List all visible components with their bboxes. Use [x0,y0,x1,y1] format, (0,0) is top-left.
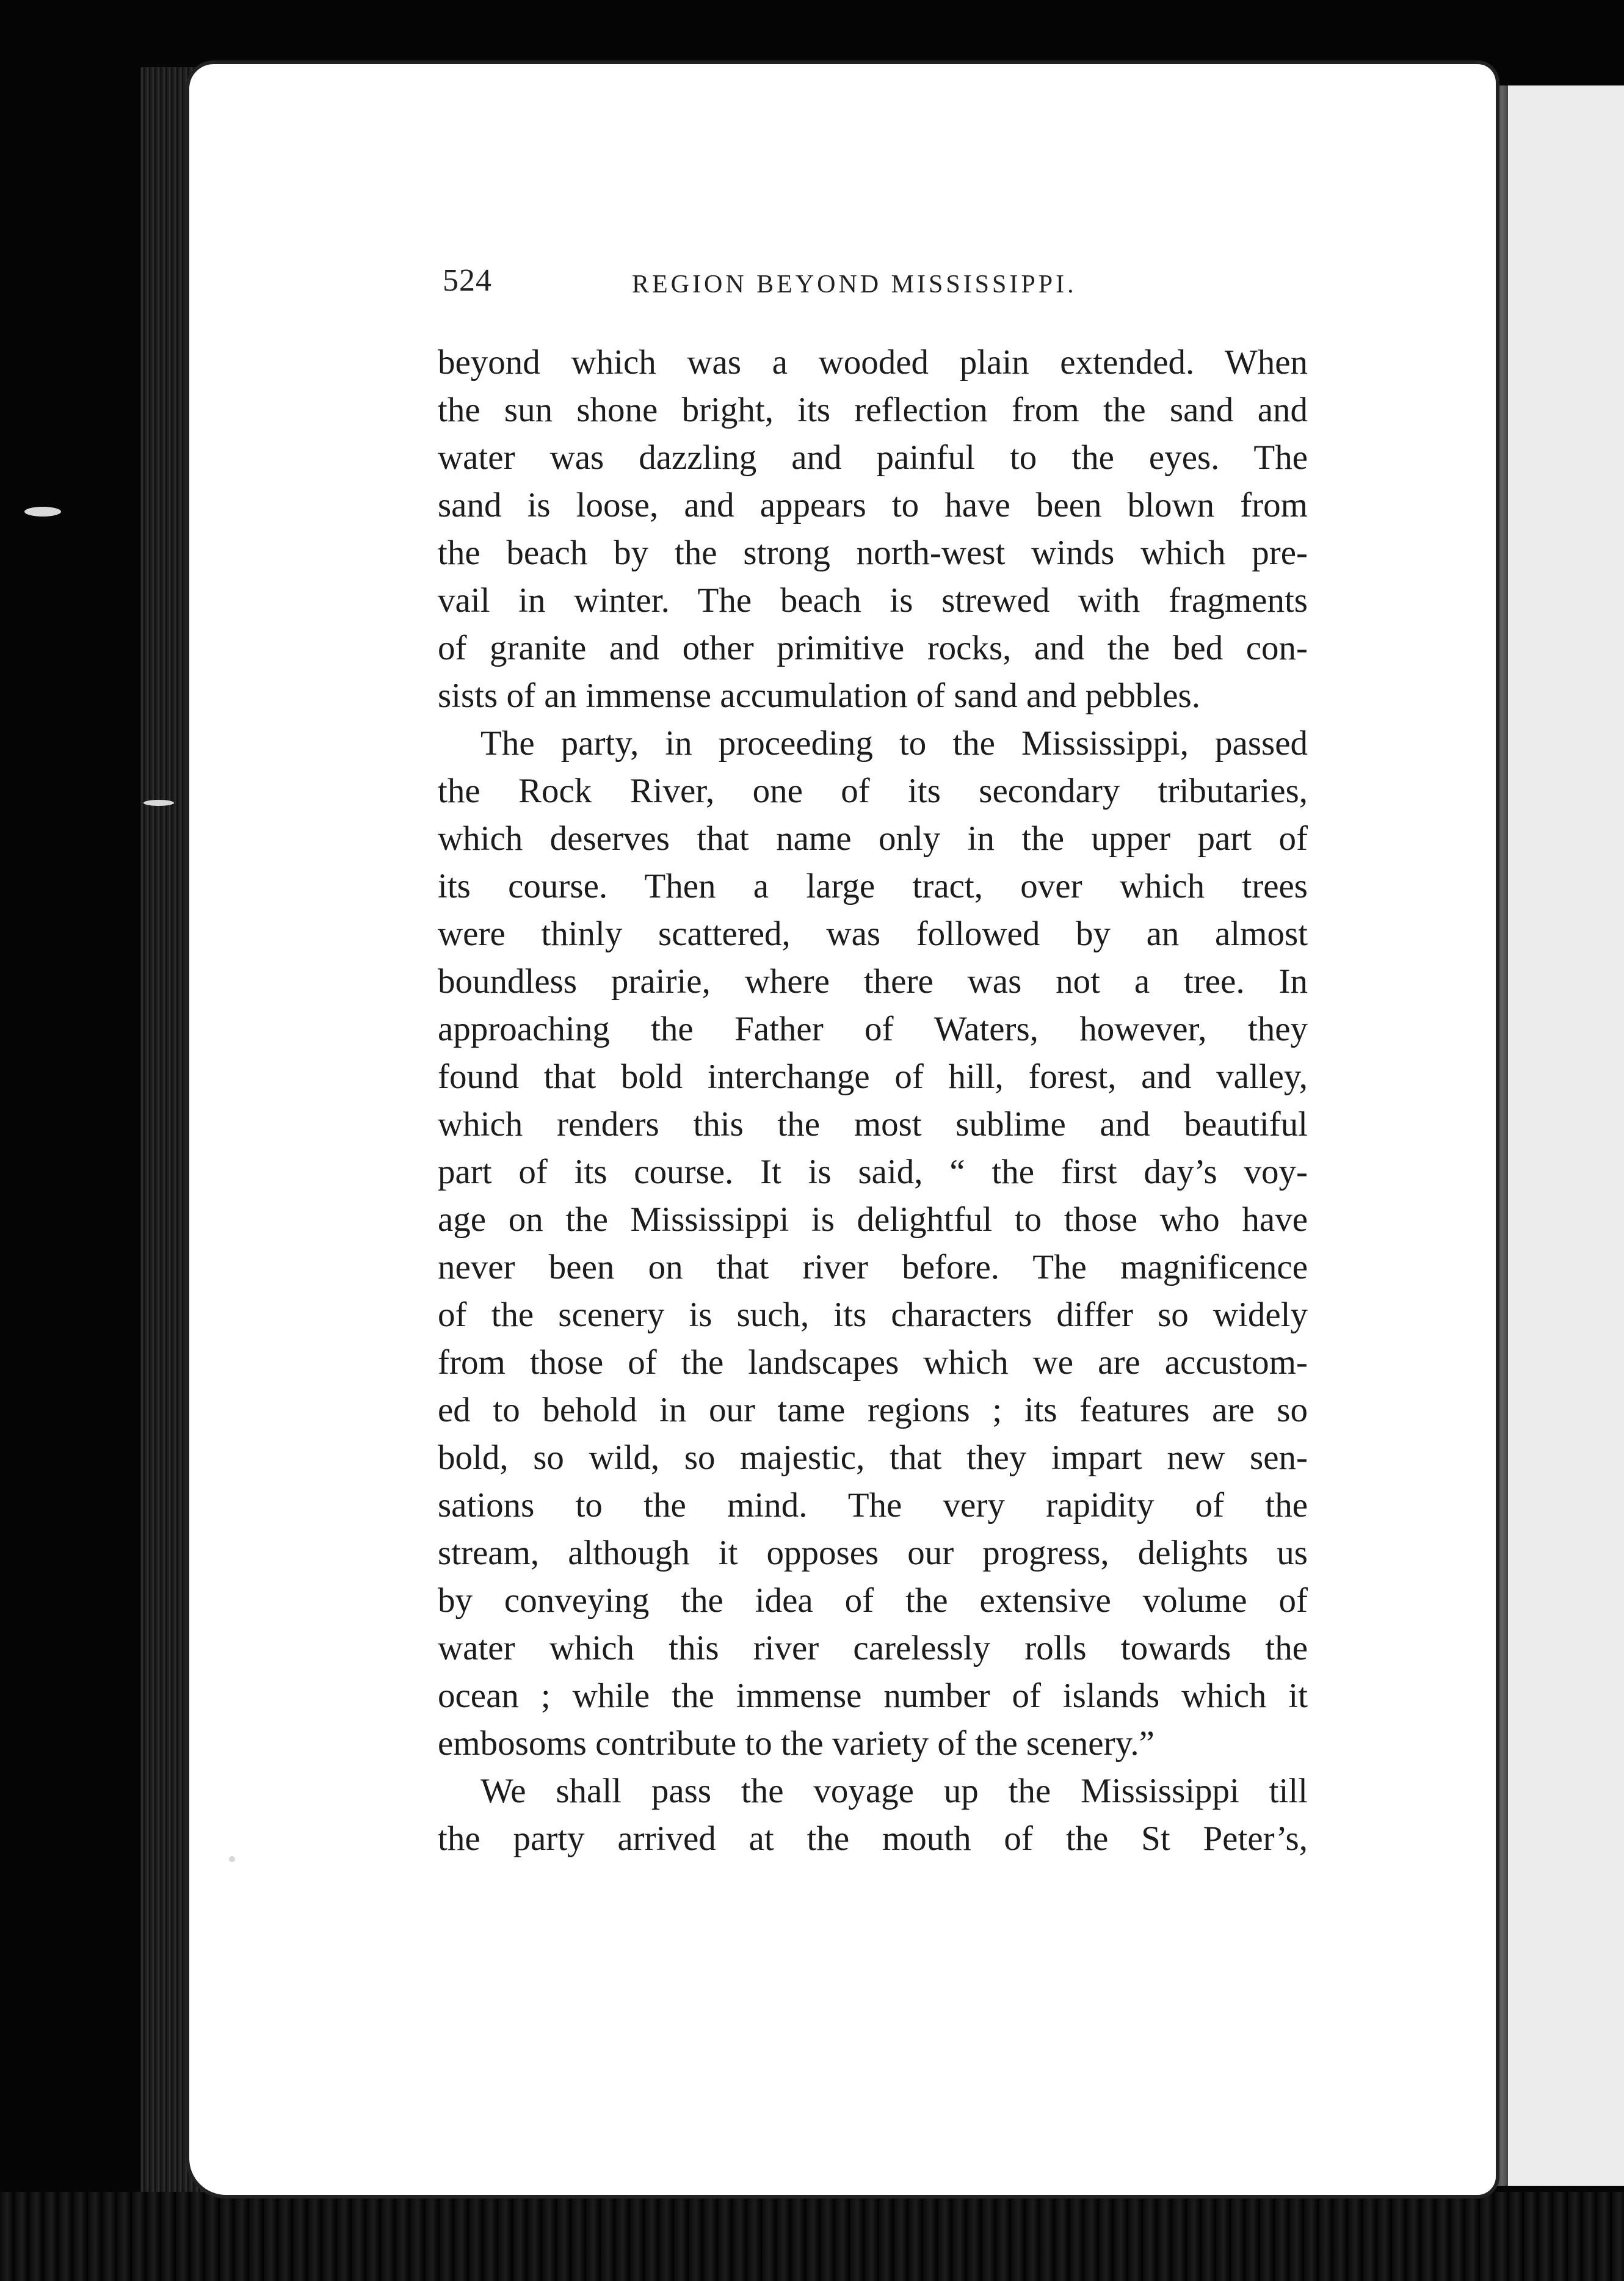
text-line: sations to the mind. The very rapidity of the [438,1486,1308,1525]
text-line: by conveying the idea of the extensive volume of [438,1581,1308,1620]
scan-bottom-border [0,2192,1624,2281]
text-line: boundless prairie, where there was not a tree. In [438,962,1308,1001]
scan-speck [143,800,174,806]
text-line: of the scenery is such, its characters differ so widely [438,1296,1308,1334]
text-line: ed to behold in our tame regions ; its features are so [438,1391,1308,1429]
text-line: were thinly scattered, was followed by an almost [438,915,1308,953]
scan-speck [24,507,61,517]
text-line: never been on that river before. The magnificence [438,1248,1308,1286]
text-line: water was dazzling and painful to the eyes. The [438,438,1308,477]
text-line: the beach by the strong north-west winds which pre- [438,534,1308,572]
text-line: The party, in proceeding to the Mississippi, passed [480,724,1308,763]
text-line: age on the Mississippi is delightful to those who have [438,1200,1308,1239]
text-line: vail in winter. The beach is strewed with fragments [438,581,1308,620]
page-header [443,263,1310,311]
text-line: sand is loose, and appears to have been blown from [438,486,1308,524]
text-line: the party arrived at the mouth of the St Peter’s, [438,1819,1308,1858]
text-line: part of its course. It is said, “ the first day’s voy- [438,1153,1308,1191]
text-line: which deserves that name only in the upper part of [438,819,1308,858]
running-head: REGION BEYOND MISSISSIPPI. [632,270,1077,299]
text-line: the Rock River, one of its secondary tributaries, [438,772,1308,810]
page-number: 524 [443,263,492,298]
text-line: beyond which was a wooded plain extended. When [438,343,1308,382]
text-line: sists of an immense accumulation of sand and pebbles. [438,676,1200,715]
text-line: embosoms contribute to the variety of the scenery.” [438,1724,1155,1763]
text-line: the sun shone bright, its reflection from the sand and [438,391,1308,429]
text-line: ocean ; while the immense number of islands which it [438,1677,1308,1715]
scan-speck [229,1856,235,1862]
text-line: stream, although it opposes our progress, delights us [438,1534,1308,1572]
text-line: which renders this the most sublime and beautiful [438,1105,1308,1144]
text-line: found that bold interchange of hill, forest, and valley, [438,1057,1308,1096]
text-line: water which this river carelessly rolls towards the [438,1629,1308,1667]
facing-page-sliver [1508,85,1624,2186]
text-line: from those of the landscapes which we are accustom- [438,1343,1308,1382]
text-line: bold, so wild, so majestic, that they impart new sen- [438,1438,1308,1477]
body-text [438,339,1308,1863]
text-line: of granite and other primitive rocks, and the bed con- [438,629,1308,667]
text-line: its course. Then a large tract, over which trees [438,867,1308,905]
text-line: We shall pass the voyage up the Mississippi till [480,1772,1308,1810]
text-line: approaching the Father of Waters, however, they [438,1010,1308,1048]
